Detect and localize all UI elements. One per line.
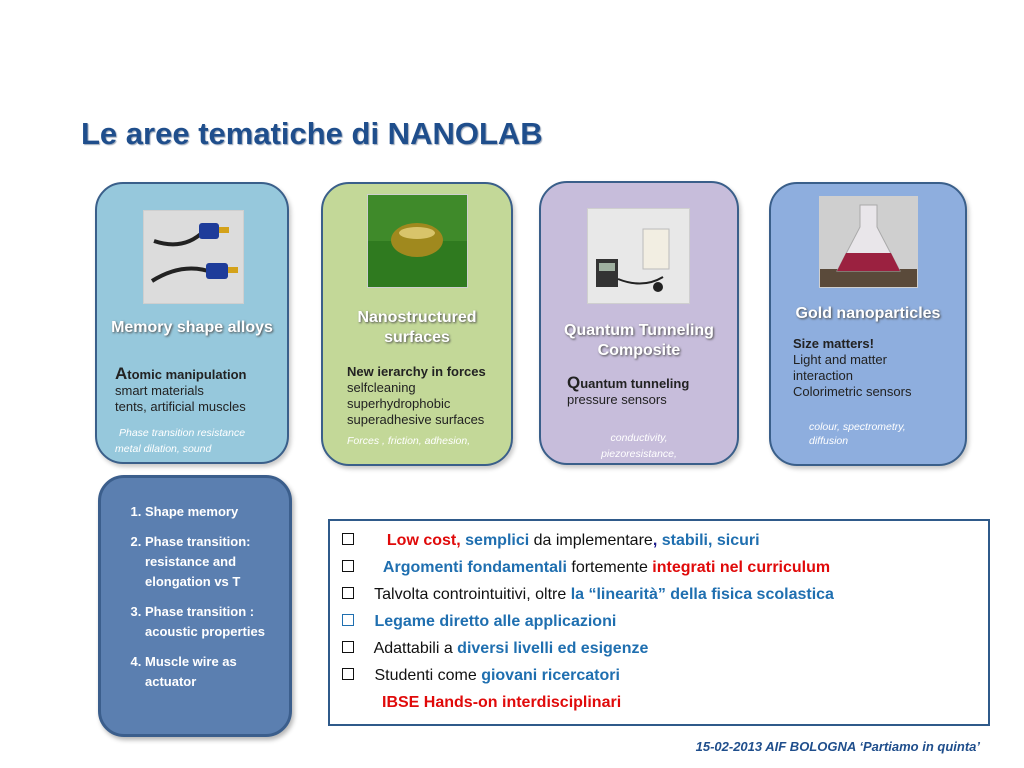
bullet-text: Legame diretto alle applicazioni: [374, 613, 617, 630]
checkbox-square-icon: [342, 668, 354, 680]
bullet-text: fortemente: [566, 559, 653, 576]
connectors-picture-icon: [144, 211, 243, 303]
body-title: Size matters!: [793, 336, 874, 351]
bullet-text: ,: [456, 532, 461, 549]
card-quantum-tunneling: [539, 181, 739, 465]
body-line: Light and matter: [793, 352, 887, 367]
card-body: [567, 375, 689, 408]
card-note: diffusion: [809, 435, 849, 447]
card-body: [115, 366, 246, 415]
body-line: Colorimetric sensors: [793, 384, 912, 399]
card-note: colour, spectrometry,: [809, 421, 906, 433]
list-item: 4. Muscle wire as actuator: [145, 652, 279, 692]
bullet-text: Adattabili a: [373, 640, 458, 657]
body-line: smart materials: [115, 383, 204, 398]
body-initial: A: [115, 364, 128, 383]
body-line: superadhesive surfaces: [347, 412, 485, 427]
bullet-text: Studenti come: [374, 667, 482, 684]
body-title: uantum tunneling: [580, 376, 690, 391]
bullet-row: [342, 557, 830, 579]
list-item: 2. Phase transition: resistance and elongation vs T: [145, 532, 279, 592]
card-note: conductivity,: [610, 432, 668, 444]
checkbox-square-icon: [342, 560, 354, 572]
photo-sensor-setup: [587, 208, 690, 304]
card-header: Quantum Tunneling Composite: [564, 322, 714, 359]
bullet-text: Talvolta controintuitivi, oltre: [374, 586, 571, 603]
bullet-row: [342, 530, 760, 552]
card-note: piezoresistance,: [601, 448, 677, 460]
shape-memory-list: [101, 502, 279, 702]
bullet-row: [342, 611, 616, 633]
body-title: tomic manipulation: [127, 367, 247, 382]
card-gold-nanoparticles: [769, 182, 967, 466]
bullet-text: ,: [652, 532, 658, 549]
bullet-text: semplici: [465, 532, 530, 549]
photo-water-drop: [367, 194, 468, 288]
bullet-text: integrati nel curriculum: [652, 559, 831, 576]
card-body: [793, 336, 911, 400]
sensor-setup-picture-icon: [588, 209, 689, 303]
checkbox-square-icon: [342, 641, 354, 653]
bullet-text: la “linearità” della fisica scolastica: [570, 586, 834, 603]
list-item: 1. Shape memory: [145, 502, 279, 522]
card-note: Forces , friction, adhesion,: [347, 435, 471, 447]
shape-memory-list-card: [98, 475, 292, 737]
body-line: pressure sensors: [567, 392, 667, 407]
checkbox-square-icon: [342, 533, 354, 545]
slide-title: Le aree tematiche di NANOLAB: [81, 116, 543, 151]
flask-picture-icon: [820, 197, 917, 287]
advantages-box: [328, 519, 990, 726]
body-initial: Q: [567, 373, 581, 392]
bullet-row: [342, 665, 620, 687]
footer-text: 15-02-2013 AIF BOLOGNA ‘Partiamo in quinta’: [695, 739, 980, 754]
bullet-row: [342, 638, 648, 660]
photo-connectors: [143, 210, 244, 304]
card-memory-shape-alloys: [95, 182, 289, 464]
bullet-text: Argomenti fondamentali: [382, 559, 567, 576]
water-drop-picture-icon: [368, 195, 467, 287]
checkbox-square-icon: [342, 587, 354, 599]
card-header: Memory shape alloys: [111, 319, 273, 336]
card-note: Phase transition resistance: [119, 427, 246, 439]
bullet-row: [382, 692, 621, 714]
card-nanostructured-surfaces: [321, 182, 513, 466]
card-body: [347, 364, 486, 428]
bullet-text: Low cost: [386, 532, 457, 549]
body-line: selfcleaning: [347, 380, 416, 395]
body-title: New ierarchy in forces: [347, 364, 486, 379]
card-header: Nanostructured surfaces: [357, 309, 477, 346]
bullet-text: giovani ricercatori: [481, 667, 620, 684]
bullet-text: da implementare: [529, 532, 653, 549]
body-line: interaction: [793, 368, 853, 383]
card-header: Gold nanoparticles: [795, 305, 941, 322]
checkbox-square-icon: [342, 614, 354, 626]
body-line: superhydrophobic: [347, 396, 451, 411]
card-note: metal dilation, sound: [115, 443, 212, 455]
body-line: tents, artificial muscles: [115, 399, 246, 414]
bullet-row: [342, 584, 834, 606]
photo-flask: [819, 196, 918, 288]
bullet-text: stabili, sicuri: [661, 532, 760, 549]
bullet-text: IBSE Hands-on interdisciplinari: [382, 694, 622, 711]
list-item: 3. Phase transition : acoustic properties: [145, 602, 279, 642]
bullet-text: diversi livelli ed esigenze: [457, 640, 649, 657]
